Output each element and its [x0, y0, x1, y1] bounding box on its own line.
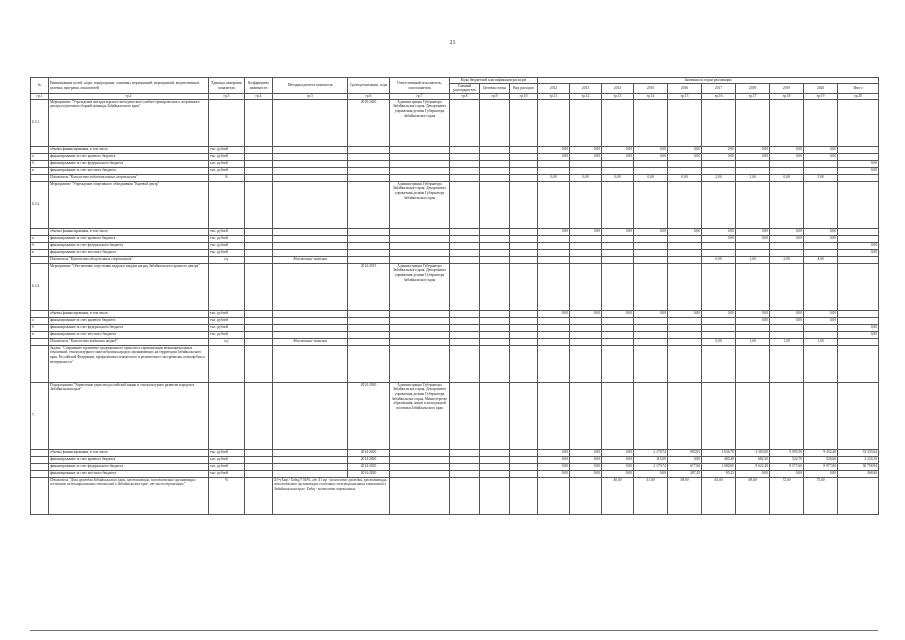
cell-value: 0,00 [634, 470, 668, 477]
cell-value: 0,00 [634, 310, 668, 317]
row-letter: а [31, 235, 49, 242]
row-responsible: Администрация Губернатора Забайкальского края, Департамент управления делами Губернатора Забайкальского края [390, 99, 450, 146]
colnum: гр.6 [348, 94, 390, 100]
colnum: гр.5 [273, 94, 348, 100]
cell-value: 903,05 [668, 449, 702, 456]
colnum: гр.7 [390, 94, 450, 100]
table-row [31, 331, 879, 338]
cell-value: 0,00 [770, 153, 804, 160]
cell-value: 4,00 [804, 256, 838, 263]
row-period: 2014-2020 [348, 470, 390, 477]
header-no: № [31, 78, 49, 94]
cell-value: 0,00 [668, 228, 702, 235]
row-label: финансирование за счет краевого бюджета [49, 456, 209, 463]
cell-value: 0,00 [634, 174, 668, 181]
cell-value: 1 636,78 [702, 449, 736, 456]
cell-value: 0,00 [770, 174, 804, 181]
cell-value: 0,00 [634, 146, 668, 153]
row-unit: тыс. рублей [209, 324, 245, 331]
table-row [31, 470, 879, 477]
row-label: финансирование за счет краевого бюджета [49, 153, 209, 160]
header-period: Сроки реализации, годы [348, 78, 390, 94]
cell-value: 2,00 [770, 256, 804, 263]
cell-value: 0,00 [538, 449, 570, 456]
indicator-method: Х1=(Хмр / Хобщ)*100%, где Х1 мр - количество граждан, проживающих, положительно оценивающих состояние межнациональных отношений в Забайкальском крае; Хобщ - количество опрошенных [273, 477, 390, 514]
cell-value: 2 170,74 [634, 449, 668, 456]
table-row [31, 317, 879, 324]
table-row [31, 382, 879, 449]
header-2014: 2014 [602, 83, 634, 93]
cell-value: 1,00 [736, 174, 770, 181]
cell-value: 0,00 [570, 153, 602, 160]
cell-value: 0,00 [668, 456, 702, 463]
row-period: 2019-2020 [348, 99, 390, 146]
cell-value: 0,00 [602, 146, 634, 153]
header-2020: 2020 [804, 83, 838, 93]
cell-value: 0,00 [668, 153, 702, 160]
table-row [31, 242, 879, 249]
header-2019: 2019 [770, 83, 804, 93]
cell-value: 0,00 [602, 153, 634, 160]
cell-total: 0,00 [838, 249, 879, 256]
cell-value: 0,00 [538, 456, 570, 463]
cell-total: 0,00 [838, 324, 879, 331]
cell-value: 0,00 [570, 310, 602, 317]
row-letter: в [31, 331, 49, 338]
cell-value: 65,00 [702, 477, 736, 514]
row-unit: тыс. рублей [209, 463, 245, 470]
colnum: гр.10 [510, 94, 538, 100]
cell-value: 1,00 [736, 338, 770, 345]
cell-value: 0,00 [804, 146, 838, 153]
header-2013: 2013 [570, 83, 602, 93]
cell-value: 0,00 [804, 470, 838, 477]
task-text: Задача: "Сохранение и развитие традиционного единства и гармонизации межнациональных отношений, этнокультурного многообразия народов, проживающих на территории Забайкальского края, Российской Федерации, профилактика этнического и религиозного экстремизма, ксенофобии и нетерпимости" [49, 345, 209, 382]
page-number: 21 [449, 40, 456, 46]
cell-value: 0,00 [602, 228, 634, 235]
table-row [31, 235, 879, 242]
row-period: 2014-2015 [348, 263, 390, 310]
cell-total: 0,00 [838, 160, 879, 167]
cell-value: 1 680,00 [702, 463, 736, 470]
row-label: финансирование за счет федерального бюджета [49, 242, 209, 249]
row-unit: тыс. рублей [209, 153, 245, 160]
cell-value: 85,23 [702, 470, 736, 477]
row-number: 6.3.3. [31, 263, 49, 310]
cell-value: 0,00 [634, 228, 668, 235]
cell-value: 3 305,00 [736, 449, 770, 456]
header-code-gr: Главный распорядитель [450, 83, 480, 93]
cell-value: 0,00 [570, 146, 602, 153]
row-period: 2014-2020 [348, 449, 390, 456]
page-bottom-rule [30, 630, 878, 631]
table-row [31, 160, 879, 167]
row-letter: б [31, 242, 49, 249]
row-unit: тыс. рублей [209, 310, 245, 317]
row-unit: % [209, 174, 245, 181]
cell-total: 0,00 [838, 331, 879, 338]
row-label: финансирование за счет местного бюджета [49, 167, 209, 174]
row-unit: тыс. рублей [209, 160, 245, 167]
table-row [31, 167, 879, 174]
row-unit: тыс. рублей [209, 167, 245, 174]
header-name: Наименование целей, задач, подпрограмм, основных мероприятий, мероприятий, ведомственных целевых программ, показателей [49, 78, 209, 94]
table-row [31, 338, 879, 345]
row-letter: в [31, 249, 49, 256]
cell-value: 0,00 [570, 456, 602, 463]
cell-value: 0,00 [538, 228, 570, 235]
row-period: 2014-2020 [348, 456, 390, 463]
row-unit: тыс. рублей [209, 331, 245, 338]
row-label: финансирование за счет местного бюджета [49, 249, 209, 256]
row-label: объемы финансирования, в том числе: [49, 228, 209, 235]
cell-value: 9 432,40 [804, 449, 838, 456]
row-period: 2014-2020 [348, 382, 390, 449]
row-unit: ед. [209, 338, 245, 345]
cell-value: 0,00 [770, 317, 804, 324]
colnum: гр.19 [804, 94, 838, 100]
cell-value: 68,00 [736, 477, 770, 514]
cell-value: 0,00 [702, 228, 736, 235]
cell-value: 0,00 [538, 463, 570, 470]
cell-total: 30 758,94 [838, 463, 879, 470]
cell-value: 0,00 [538, 310, 570, 317]
indicator-method: Абсолютные значения [273, 338, 348, 345]
table-row [31, 228, 879, 235]
cell-value: 0,00 [570, 174, 602, 181]
indicator-method: Абсолютные значения [273, 256, 348, 263]
cell-value: 1,00 [736, 256, 770, 263]
header-2017: 2017 [702, 83, 736, 93]
cell-value: 8 577,60 [770, 463, 804, 470]
cell-value: 0,00 [770, 146, 804, 153]
program-table-container [30, 77, 878, 515]
cell-value: 0,00 [538, 146, 570, 153]
cell-value: 0,00 [702, 153, 736, 160]
cell-value: 0,00 [736, 470, 770, 477]
row-label: финансирование за счет федерального бюджета [49, 160, 209, 167]
cell-value: 0,00 [538, 153, 570, 160]
table-row [31, 249, 879, 256]
cell-value: 0,00 [736, 146, 770, 153]
table-row [31, 477, 879, 514]
row-unit: % [209, 477, 245, 514]
cell-value: 40,00 [602, 477, 634, 514]
row-number: 6.3.2. [31, 181, 49, 228]
cell-value: 0,00 [702, 338, 736, 345]
row-label: финансирование за счет федерального бюджета [49, 463, 209, 470]
cell-value: 0,00 [668, 310, 702, 317]
colnum: гр.13 [602, 94, 634, 100]
cell-value: 0,00 [770, 310, 804, 317]
row-label: финансирование за счет местного бюджета [49, 470, 209, 477]
row-unit: ед. [209, 256, 245, 263]
cell-value: 0,00 [702, 310, 736, 317]
row-title: Мероприятие "Учреждение спортивного объединения "Краевой центр" [49, 181, 209, 228]
cell-value: 485,40 [702, 456, 736, 463]
cell-value: 0,00 [668, 174, 702, 181]
row-period: 2014-2020 [348, 463, 390, 470]
table-row [31, 463, 879, 470]
table-row [31, 456, 879, 463]
header-unit: Единица измерения показателя [209, 78, 245, 94]
indicator-label: Показатель "Количество подготовленных спортсменов" [49, 174, 209, 181]
row-unit: тыс. рублей [209, 449, 245, 456]
row-label: финансирование за счет местного бюджета [49, 331, 209, 338]
colnum: гр.9 [480, 94, 510, 100]
cell-value: 0,00 [602, 310, 634, 317]
cell-total: 33 333,64 [838, 449, 879, 456]
colnum: гр.17 [736, 94, 770, 100]
row-title: Подпрограмма "Укрепление единства российской нации и этнокультурное развитие народов в Забайкальском крае" [49, 382, 209, 449]
cell-value: 8 977,00 [804, 463, 838, 470]
colnum: гр.3 [209, 94, 245, 100]
header-2012: 2012 [538, 83, 570, 93]
cell-value: 0,00 [736, 310, 770, 317]
cell-value: 0,00 [804, 235, 838, 242]
cell-value: 0,00 [602, 449, 634, 456]
row-label: объемы финансирования, в том числе: [49, 449, 209, 456]
table-row [31, 449, 879, 456]
colnum: гр.14 [634, 94, 668, 100]
cell-value: 287,45 [668, 470, 702, 477]
row-letter: в [31, 167, 49, 174]
cell-total: 2 234,16 [838, 456, 879, 463]
colnum: гр.1 [31, 94, 49, 100]
row-letter: б [31, 324, 49, 331]
header-2016: 2016 [668, 83, 702, 93]
row-label: объемы финансирования, в том числе: [49, 310, 209, 317]
program-table [30, 77, 879, 515]
cell-value: 0,00 [804, 310, 838, 317]
header-code-target: Целевая статья [480, 83, 510, 93]
table-row [31, 99, 879, 146]
colnum: гр.2 [49, 94, 209, 100]
row-unit: тыс. рублей [209, 456, 245, 463]
indicator-label: Показатель "Количество обслуженных спортсменов" [49, 256, 209, 263]
row-label: финансирование за счет краевого бюджета [49, 235, 209, 242]
cell-total: 368,68 [838, 470, 879, 477]
header-coef: Коэффициент значимости [245, 78, 273, 94]
header-resp: Ответственный исполнитель, соисполнитель [390, 78, 450, 94]
cell-value: 0,00 [634, 153, 668, 160]
cell-value: 2,00 [702, 174, 736, 181]
cell-value: 0,00 [804, 153, 838, 160]
table-row [31, 345, 879, 382]
cell-value: 3,00 [804, 174, 838, 181]
table-row [31, 181, 879, 228]
row-number: 7. [31, 382, 49, 449]
cell-value: 0,00 [602, 456, 634, 463]
cell-value: 0,00 [736, 317, 770, 324]
row-responsible: Администрация Губернатора Забайкальского края, Департамент управления делами Губернатора Забайкальского края [390, 263, 450, 310]
row-unit: тыс. рублей [209, 235, 245, 242]
table-row [31, 174, 879, 181]
cell-value: 0,00 [770, 235, 804, 242]
row-letter: а [31, 153, 49, 160]
cell-value: 677,60 [668, 463, 702, 470]
row-unit: тыс. рублей [209, 146, 245, 153]
row-number: 6.3.1. [31, 99, 49, 146]
row-responsible: Администрация Губернатора Забайкальского края, Департамент управления делами Губернатора Забайкальского края, Министерство образования, науки и молодежной политики Забайкальского края [390, 382, 450, 449]
header-total: Итого [838, 83, 879, 93]
cell-value: 0,00 [602, 174, 634, 181]
cell-value: 1,00 [804, 338, 838, 345]
header-code-kind: Вид расходов [510, 83, 538, 93]
row-responsible: Администрация Губернатора Забайкальского края, Департамент управления делами Губернатора Забайкальского края [390, 181, 450, 228]
cell-value: 0,00 [570, 449, 602, 456]
colnum: гр.8 [450, 94, 480, 100]
cell-value: 0,00 [702, 146, 736, 153]
cell-value: 0,00 [538, 470, 570, 477]
row-unit: тыс. рублей [209, 242, 245, 249]
cell-total: 0,00 [838, 167, 879, 174]
cell-value: 0,00 [702, 256, 736, 263]
cell-value: 0,00 [570, 463, 602, 470]
colnum: гр.15 [668, 94, 702, 100]
row-letter: б [31, 160, 49, 167]
indicator-label: Показатель "Количество выданных наград" [49, 338, 209, 345]
row-unit: тыс. рублей [209, 249, 245, 256]
cell-value: 51,00 [634, 477, 668, 514]
cell-value: 0,00 [770, 228, 804, 235]
cell-value: 0,00 [538, 174, 570, 181]
table-row [31, 310, 879, 317]
row-title: Мероприятие "Учреждение инструкторского-методического учебно-тренировочного спортивного центра подготовки сборной команды Забайкальского края" [49, 99, 209, 146]
header-2015: 2015 [634, 83, 668, 93]
cell-value: 0,00 [770, 470, 804, 477]
cell-value: 0,00 [602, 470, 634, 477]
table-row [31, 324, 879, 331]
table-row [31, 153, 879, 160]
cell-value: 0,00 [570, 470, 602, 477]
header-2018: 2018 [736, 83, 770, 93]
cell-value: 682,30 [736, 456, 770, 463]
row-title: Мероприятие "Обеспечение подготовки кадров и выдача наград Забайкальского краевого центра" [49, 263, 209, 310]
cell-value: 8 622,40 [736, 463, 770, 470]
cell-value: 522,70 [770, 456, 804, 463]
cell-value: 0,00 [736, 228, 770, 235]
cell-value: 75,00 [804, 477, 838, 514]
cell-value: 72,00 [770, 477, 804, 514]
cell-value: 0,00 [804, 317, 838, 324]
cell-value: 0,00 [804, 228, 838, 235]
cell-value: 1,00 [770, 338, 804, 345]
row-label: финансирование за счет краевого бюджета [49, 317, 209, 324]
cell-value: 2 179,74 [634, 463, 668, 470]
row-letter: а [31, 317, 49, 324]
cell-value: 0,00 [602, 463, 634, 470]
header-codes: Коды бюджетной классификации расходов [450, 78, 538, 84]
row-unit: тыс. рублей [209, 317, 245, 324]
row-label: объемы финансирования, в том числе: [49, 146, 209, 153]
indicator-label: Показатель "Доля граждан Забайкальского края, проживающих, положительно оценивающих состояние межнациональных отношений в Забайкальском крае, от числа опрошенных" [49, 477, 209, 514]
cell-value: 0,00 [736, 235, 770, 242]
row-unit: тыс. рублей [209, 470, 245, 477]
colnum: гр.12 [570, 94, 602, 100]
cell-total: 0,00 [838, 242, 879, 249]
colnum: гр.20 [838, 94, 879, 100]
cell-value: 0,00 [668, 146, 702, 153]
cell-value: 9 095,50 [770, 449, 804, 456]
cell-value: 0,00 [736, 153, 770, 160]
header-method: Методика расчета показателя [273, 78, 348, 94]
colnum: гр.11 [538, 94, 570, 100]
cell-value: 58,00 [668, 477, 702, 514]
colnum: гр.16 [702, 94, 736, 100]
cell-value: 0,00 [702, 235, 736, 242]
colnum: гр.4 [245, 94, 273, 100]
colnum: гр.18 [770, 94, 804, 100]
row-unit: тыс. рублей [209, 228, 245, 235]
cell-value: 0,00 [570, 228, 602, 235]
table-row [31, 146, 879, 153]
row-label: финансирование за счет федерального бюджета [49, 324, 209, 331]
header-years: Значения по годам реализации [538, 78, 879, 84]
cell-value: 526,60 [804, 456, 838, 463]
table-row [31, 256, 879, 263]
table-row [31, 263, 879, 310]
cell-value: 115,00 [634, 456, 668, 463]
